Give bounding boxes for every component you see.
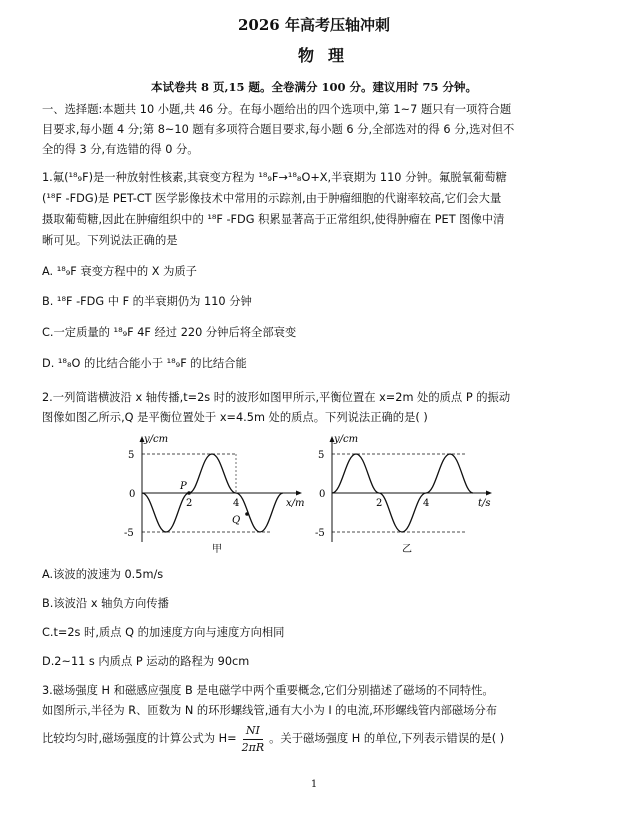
vibration-graph-yi [316, 432, 506, 558]
q3-line3-prefix: 比较均匀时,磁场强度的计算公式为 H= [42, 732, 237, 745]
graph-jia-x-tick-4: 4 [233, 498, 240, 509]
graph-jia-x-tick-2: 2 [186, 498, 193, 509]
graph-jia-point-p-label: P [180, 481, 187, 492]
wave-graph-jia [120, 432, 310, 558]
q2-option-b: B.该波沿 x 轴负方向传播 [42, 597, 169, 610]
exam-meta: 本试卷共 8 页,15 题。全卷满分 100 分。建议用时 75 分钟。 [150, 80, 478, 94]
graph-jia-caption: 甲 [212, 544, 222, 555]
graph-jia-point-p-dot [187, 491, 191, 495]
graph-jia-point-q-label: Q [232, 515, 241, 526]
graph-yi-y-tick-5: 5 [318, 450, 325, 461]
graph-jia-x-arrow [296, 491, 302, 496]
graph-yi-y-tick-0: 0 [319, 489, 326, 500]
graph-yi-caption: 乙 [402, 544, 412, 555]
q3-stem-line-3 [42, 722, 602, 756]
q1-option-a: A. ¹⁸₉F 衰变方程中的 X 为质子 [42, 265, 197, 278]
q2-stem-line-2: 图像如图乙所示,Q 是平衡位置处于 x=4.5m 处的质点。下列说法正确的是( ) [42, 411, 428, 424]
graph-yi-x-tick-2: 2 [376, 498, 383, 509]
q2-option-a: A.该波的波速为 0.5m/s [42, 568, 164, 581]
section-instructions-line-1: 一、选择题:本题共 10 小题,共 46 分。在每小题给出的四个选项中,第 1~7 题只有一项符合题 [42, 103, 512, 116]
graph-yi-x-arrow [486, 491, 492, 496]
q2-option-c: C.t=2s 时,质点 Q 的加速度方向与速度方向相同 [42, 626, 285, 639]
formula-fraction [239, 723, 268, 756]
q2-stem-line-1: 2.一列简谐横波沿 x 轴传播,t=2s 时的波形如图甲所示,平衡位置在 x=2m 处的质点 P 的振动 [42, 391, 511, 404]
graph-jia-x-label: x/m [286, 498, 305, 509]
page-number: 1 [310, 779, 318, 790]
q1-stem-line-4: 晰可见。下列说法正确的是 [42, 234, 178, 247]
section-instructions-line-3: 全的得 3 分,有选错的得 0 分。 [42, 143, 199, 156]
graph-jia-y-label: y/cm [144, 434, 169, 445]
graph-yi-y-tick-neg5: -5 [315, 528, 325, 539]
graph-jia-y-tick-5: 5 [128, 450, 135, 461]
formula-denominator: 2πR [241, 740, 265, 754]
graph-jia-y-tick-0: 0 [129, 489, 136, 500]
graph-jia-y-tick-neg5: -5 [124, 528, 134, 539]
graph-yi-y-label: y/cm [334, 434, 359, 445]
q3-stem-line-2: 如图所示,半径为 R、匝数为 N 的环形螺线管,通有大小为 I 的电流,环形螺线管内部磁场分布 [42, 704, 498, 717]
q3-stem-line-1: 3.磁场强度 H 和磁感应强度 B 是电磁学中两个重要概念,它们分别描述了磁场的不同特性。 [42, 684, 494, 697]
formula-numerator: NI [243, 723, 263, 740]
q3-line3-suffix: 。关于磁场强度 H 的单位,下列表示错误的是( ) [269, 732, 505, 745]
graph-yi-x-label: t/s [478, 498, 491, 509]
section-instructions-line-2: 目要求,每小题 4 分;第 8~10 题有多项符合题目要求,每小题 6 分,全部选对的得 6 分,选对但不 [42, 123, 515, 136]
subject-title: 物理 [297, 46, 358, 65]
q1-option-c: C.一定质量的 ¹⁸₉F 4F 经过 220 分钟后将全部衰变 [42, 326, 297, 339]
q1-stem-line-2: (¹⁸F -FDG)是 PET-CT 医学影像技术中常用的示踪剂,由于肿瘤细胞的代谢率较高,它们会大量 [42, 192, 502, 205]
q1-option-b: B. ¹⁸F -FDG 中 F 的半衰期仍为 110 分钟 [42, 295, 252, 308]
q2-option-d: D.2~11 s 内质点 P 运动的路程为 90cm [42, 655, 250, 668]
q1-stem-line-1: 1.氟(¹⁸₉F)是一种放射性核素,其衰变方程为 ¹⁸₉F→¹⁸₈O+X,半衰期为 110 分钟。氟脱氧葡萄糖 [42, 171, 507, 184]
graph-jia-point-q-dot [245, 512, 249, 516]
graph-yi-x-tick-4: 4 [423, 498, 430, 509]
q1-stem-line-3: 摄取葡萄糖,因此在肿瘤组织中的 ¹⁸F -FDG 积累显著高于正常组织,使得肿瘤在 PET 图像中清 [42, 213, 505, 226]
q1-option-d: D. ¹⁸₈O 的比结合能小于 ¹⁸₉F 的比结合能 [42, 357, 247, 370]
exam-title: 2026 年高考压轴冲刺 [238, 16, 390, 34]
